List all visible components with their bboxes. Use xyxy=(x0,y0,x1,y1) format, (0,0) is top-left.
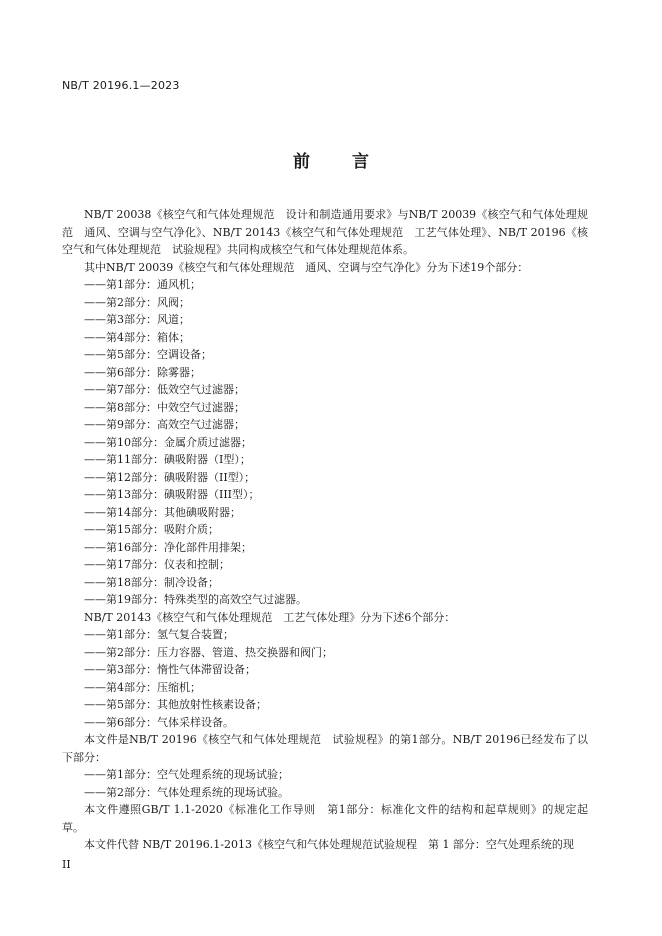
list-item: ——第13部分：碘吸附器（III型）； xyxy=(84,488,260,501)
list-item: ——第5部分：空调设备； xyxy=(84,348,212,361)
list-item: ——第2部分：风阀； xyxy=(84,295,190,309)
list-item: ——第11部分：碘吸附器（I型）； xyxy=(84,453,251,466)
page-title: 前 言 xyxy=(293,152,387,172)
list-item: ——第2部分：气体处理系统的现场试验。 xyxy=(84,785,289,799)
list-item: ——第8部分：中效空气过滤器； xyxy=(84,400,245,414)
paragraph-this-document: 本文件是NB/T 20196《核空气和气体处理规范 试验规程》的第1部分。NB/T 20196已经发布了以下部分： xyxy=(62,733,588,764)
list-nbt20039-parts xyxy=(62,276,588,609)
list-item: ——第17部分：仪表和控制； xyxy=(84,558,230,571)
list-item: ——第9部分：高效空气过滤器； xyxy=(84,418,245,431)
list-item: ——第14部分：其他碘吸附器； xyxy=(84,505,241,519)
list-item: ——第12部分：碘吸附器（II型）； xyxy=(84,470,256,484)
list-item: ——第7部分：低效空气过滤器； xyxy=(84,383,245,396)
list-item: ——第1部分：氢气复合装置； xyxy=(84,628,234,641)
list-item: ——第5部分：其他放射性核素设备； xyxy=(84,698,267,711)
body-text xyxy=(62,206,588,854)
page-number: II xyxy=(62,858,71,871)
document-code: NB/T 20196.1—2023 xyxy=(62,79,180,92)
list-item: ——第4部分：压缩机； xyxy=(84,680,201,694)
list-item: ——第2部分：压力容器、管道、热交换器和阀门； xyxy=(84,645,333,659)
list-item: ——第4部分：箱体； xyxy=(84,330,190,344)
list-item: ——第1部分：空气处理系统的现场试验； xyxy=(84,768,289,781)
paragraph-replaces: 本文件代替 NB/T 20196.1-2013《核空气和气体处理规范试验规程 第 1 部分：空气处理系统的现 xyxy=(84,838,574,851)
list-nbt20143-parts xyxy=(62,626,588,731)
list-item: ——第3部分：风道； xyxy=(84,313,190,326)
list-item: ——第15部分：吸附介质； xyxy=(84,523,219,536)
list-item: ——第3部分：惰性气体滞留设备； xyxy=(84,663,256,676)
list-item: ——第6部分：除雾器； xyxy=(84,365,201,379)
paragraph-nbt20143-intro: NB/T 20143《核空气和气体处理规范 工艺气体处理》分为下述6个部分： xyxy=(84,610,456,624)
list-item: ——第1部分：通风机； xyxy=(84,278,201,291)
list-item: ——第6部分：气体采样设备。 xyxy=(84,715,234,729)
paragraph-nbt20039-intro: 其中NB/T 20039《核空气和气体处理规范 通风、空调与空气净化》分为下述19个部分： xyxy=(84,260,529,274)
list-nbt20196-parts xyxy=(62,766,588,801)
list-item: ——第16部分：净化部件用排架； xyxy=(84,540,252,554)
paragraph-drafting-rules: 本文件遵照GB/T 1.1-2020《标准化工作导则 第1部分：标准化文件的结构和起草规则》的规定起草。 xyxy=(62,803,588,834)
paragraph-standard-system: NB/T 20038《核空气和气体处理规范 设计和制造通用要求》与NB/T 20039《核空气和气体处理规范 通风、空调与空气净化》、NB/T 20143《核空气和气体处理规范 工艺气体处理》、NB/T 20196《核空气和气体处理规范 试验规程》共同构成核空气和气体处理规范体系。 xyxy=(62,208,588,256)
list-item: ——第10部分：金属介质过滤器； xyxy=(84,435,252,449)
list-item: ——第18部分：制冷设备； xyxy=(84,575,219,589)
list-item: ——第19部分：特殊类型的高效空气过滤器。 xyxy=(84,593,307,606)
